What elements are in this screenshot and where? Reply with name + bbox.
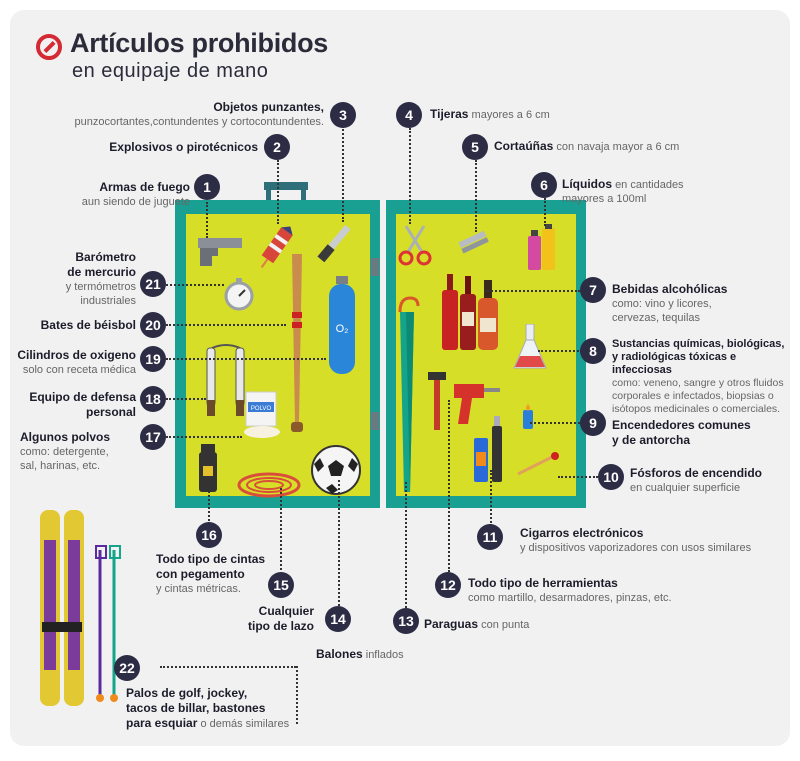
label-16: Todo tipo de cintas con pegamento y cintas métricas.: [156, 552, 266, 595]
badge-2: 2: [264, 134, 290, 160]
label-17: Algunos polvos como: detergente, sal, harinas, etc.: [20, 430, 110, 472]
badge-1: 1: [194, 174, 220, 200]
badge-21: 21: [140, 271, 166, 297]
page-subtitle: en equipaje de mano: [72, 60, 269, 82]
page-title: Artículos prohibidos: [70, 28, 329, 58]
connector-5: [475, 160, 477, 232]
connector-10: [558, 476, 598, 478]
scissors-icon: [398, 222, 432, 266]
gun-icon: [196, 236, 246, 268]
connector-21: [166, 284, 224, 286]
flask-icon: [512, 324, 548, 372]
connector-13: [405, 482, 407, 608]
connector-6: [544, 198, 546, 226]
label-7: Bebidas alcohólicas como: vino y licores, cervezas, tequilas: [612, 282, 728, 324]
connector-4: [409, 128, 411, 224]
badge-20: 20: [140, 312, 166, 338]
lighter-icon: [520, 404, 536, 430]
connector-20: [166, 324, 286, 326]
label-10: Fósforos de encendido en cualquier superficie: [630, 466, 763, 494]
connector-1: [206, 202, 208, 238]
label-12: Todo tipo de herramientas como martillo, desarmadores, pinzas, etc.: [468, 576, 672, 604]
label-4: Tijeras mayores a 6 cm: [430, 107, 550, 121]
label-3: Objetos punzantes, punzocortantes,contundentes y cortocontundentes.: [74, 100, 324, 128]
connector-11: [490, 470, 492, 526]
connector-8: [538, 350, 582, 352]
connector-22h: [160, 666, 296, 668]
label-19: Cilindros de oxigeno solo con receta médica: [17, 348, 136, 376]
knife-icon: [314, 220, 354, 266]
badge-15: 15: [268, 572, 294, 598]
badge-8: 8: [580, 338, 606, 364]
badge-13: 13: [393, 608, 419, 634]
liquid-bottles-icon: [526, 224, 558, 272]
badge-9: 9: [580, 410, 606, 436]
badge-16: 16: [196, 522, 222, 548]
label-8: Sustancias químicas, biológicas, y radiológicas tóxicas e infecciosas como: veneno, sangre y otros fluidos corporales e infectados, biopsias o isótopos medicinales o comerciales.: [612, 338, 785, 415]
badge-22: 22: [114, 655, 140, 681]
badge-6: 6: [531, 172, 557, 198]
label-20: Bates de béisbol: [40, 318, 136, 332]
label-1: Armas de fuego aun siendo de juguete: [81, 180, 190, 208]
badge-5: 5: [462, 134, 488, 160]
connector-18: [166, 398, 206, 400]
oxygen-tank-icon: [326, 276, 358, 376]
nail-clipper-icon: [458, 230, 490, 256]
label-22: Palos de golf, jockey, tacos de billar, bastones para esquiar o demás similares: [126, 686, 290, 730]
alcohol-bottles-icon: [440, 272, 502, 352]
badge-10: 10: [598, 464, 624, 490]
badge-14: 14: [325, 606, 351, 632]
connector-16: [208, 488, 210, 524]
connector-7: [484, 290, 580, 292]
connector-19: [166, 358, 326, 360]
label-14: Balones inflados: [316, 647, 404, 661]
baseball-bat-icon: [282, 252, 312, 448]
badge-7: 7: [580, 277, 606, 303]
label-2: Explosivos o pirotécnicos: [109, 140, 258, 154]
badge-3: 3: [330, 102, 356, 128]
label-13: Paraguas con punta: [424, 617, 530, 631]
badge-11: 11: [477, 524, 503, 550]
label-5: Cortaúñas con navaja mayor a 6 cm: [494, 139, 680, 153]
badge-4: 4: [396, 102, 422, 128]
label-11: Cigarros electrónicos y dispositivos vaporizadores con usos similares: [520, 526, 752, 554]
label-9: Encendedores comunes y de antorcha: [612, 418, 751, 447]
badge-18: 18: [140, 386, 166, 412]
connector-12: [448, 400, 450, 572]
badge-12: 12: [435, 572, 461, 598]
match-icon: [514, 450, 562, 478]
label-15: Cualquier tipo de lazo: [248, 604, 314, 633]
connector-17: [166, 436, 242, 438]
connector-14: [338, 480, 340, 606]
connector-2: [277, 160, 279, 224]
connector-9: [530, 422, 580, 424]
powder-box-icon: [240, 390, 284, 440]
oxygen-label: O₂: [335, 323, 349, 335]
label-6: Líquidos en cantidades mayores a 100ml: [562, 177, 684, 205]
umbrella-icon: [392, 296, 422, 496]
badge-17: 17: [140, 424, 166, 450]
rope-icon: [236, 470, 302, 500]
barometer-icon: [222, 276, 256, 312]
badge-19: 19: [140, 346, 166, 372]
soccer-ball-icon: [310, 444, 362, 496]
powder-label: POLVO: [250, 406, 272, 412]
label-18: Equipo de defensa personal: [29, 390, 136, 419]
label-21: Barómetro de mercurio y termómetros industriales: [65, 250, 136, 307]
connector-3: [342, 126, 344, 222]
